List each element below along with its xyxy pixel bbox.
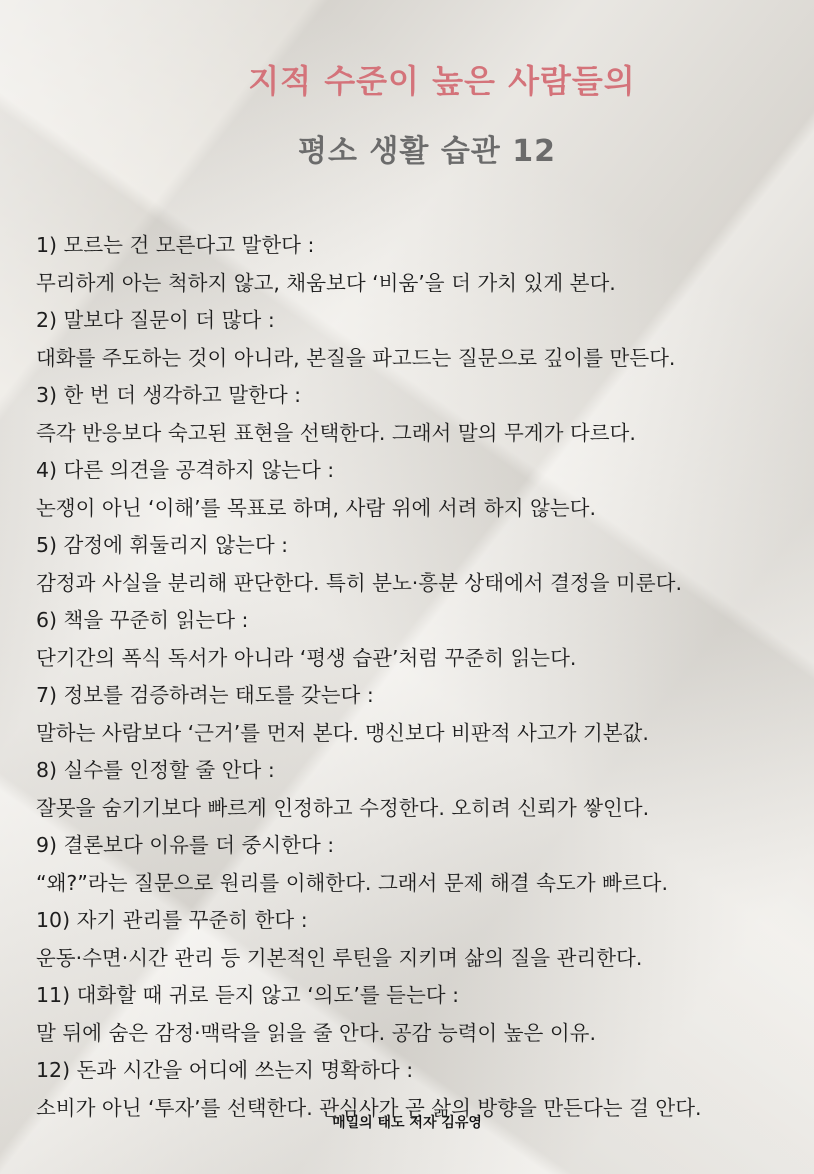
item-heading: 4) 다른 의견을 공격하지 않는다 :	[36, 458, 335, 482]
item-heading: 2) 말보다 질문이 더 많다 :	[36, 308, 275, 332]
list-item	[36, 377, 806, 452]
item-heading: 12) 돈과 시간을 어디에 쓰는지 명확하다 :	[36, 1058, 414, 1082]
item-heading: 6) 책을 꾸준히 읽는다 :	[36, 608, 249, 632]
list-item	[36, 227, 806, 302]
item-heading: 3) 한 번 더 생각하고 말한다 :	[36, 383, 302, 407]
list-item	[36, 452, 806, 527]
item-description: 감정과 사실을 분리해 판단한다. 특히 분노·흥분 상태에서 결정을 미룬다.	[36, 570, 682, 595]
item-description: 말하는 사람보다 ‘근거’를 먼저 본다. 맹신보다 비판적 사고가 기본값.	[36, 720, 649, 745]
title-line-1: 지적 수준이 높은 사람들의	[248, 62, 636, 100]
item-heading: 7) 정보를 검증하려는 태도를 갖는다 :	[36, 683, 374, 707]
list-item	[36, 677, 806, 752]
item-description: 잘못을 숨기기보다 빠르게 인정하고 수정한다. 오히려 신뢰가 쌓인다.	[36, 795, 650, 820]
list-item	[36, 752, 806, 827]
item-heading: 1) 모르는 건 모른다고 말한다 :	[36, 233, 315, 257]
list-item	[36, 302, 806, 377]
title-line-2: 평소 생활 습관 12	[298, 134, 556, 169]
item-description: 말 뒤에 숨은 감정·맥락을 읽을 줄 안다. 공감 능력이 높은 이유.	[36, 1020, 596, 1045]
item-heading: 9) 결론보다 이유를 더 중시한다 :	[36, 833, 335, 857]
item-description: “왜?”라는 질문으로 원리를 이해한다. 그래서 문제 해결 속도가 빠르다.	[36, 870, 668, 895]
item-description: 대화를 주도하는 것이 아니라, 본질을 파고드는 질문으로 깊이를 만든다.	[36, 345, 676, 370]
item-description: 무리하게 아는 척하지 않고, 채움보다 ‘비움’을 더 가치 있게 본다.	[36, 270, 616, 295]
item-description: 소비가 아닌 ‘투자’를 선택한다. 관심사가 곧 삶의 방향을 만든다는 걸 안다.	[36, 1095, 702, 1120]
list-item	[36, 977, 806, 1052]
item-description: 운동·수면·시간 관리 등 기본적인 루틴을 지키며 삶의 질을 관리한다.	[36, 945, 643, 970]
list-item	[36, 902, 806, 977]
item-heading: 11) 대화할 때 귀로 듣지 않고 ‘의도’를 듣는다 :	[36, 983, 460, 1007]
list-item	[36, 827, 806, 902]
item-heading: 5) 감정에 휘둘리지 않는다 :	[36, 533, 289, 557]
habit-list	[36, 227, 806, 1127]
item-heading: 8) 실수를 인정할 줄 안다 :	[36, 758, 275, 782]
item-heading: 10) 자기 관리를 꾸준히 한다 :	[36, 908, 308, 932]
item-description: 논쟁이 아닌 ‘이해’를 목표로 하며, 사람 위에 서려 하지 않는다.	[36, 495, 596, 520]
item-description: 단기간의 폭식 독서가 아니라 ‘평생 습관’처럼 꾸준히 읽는다.	[36, 645, 577, 670]
list-item	[36, 602, 806, 677]
item-description: 즉각 반응보다 숙고된 표현을 선택한다. 그래서 말의 무게가 다르다.	[36, 420, 636, 445]
list-item	[36, 527, 806, 602]
author-credit: 매일의 태도 저자 김유영	[332, 1115, 482, 1131]
